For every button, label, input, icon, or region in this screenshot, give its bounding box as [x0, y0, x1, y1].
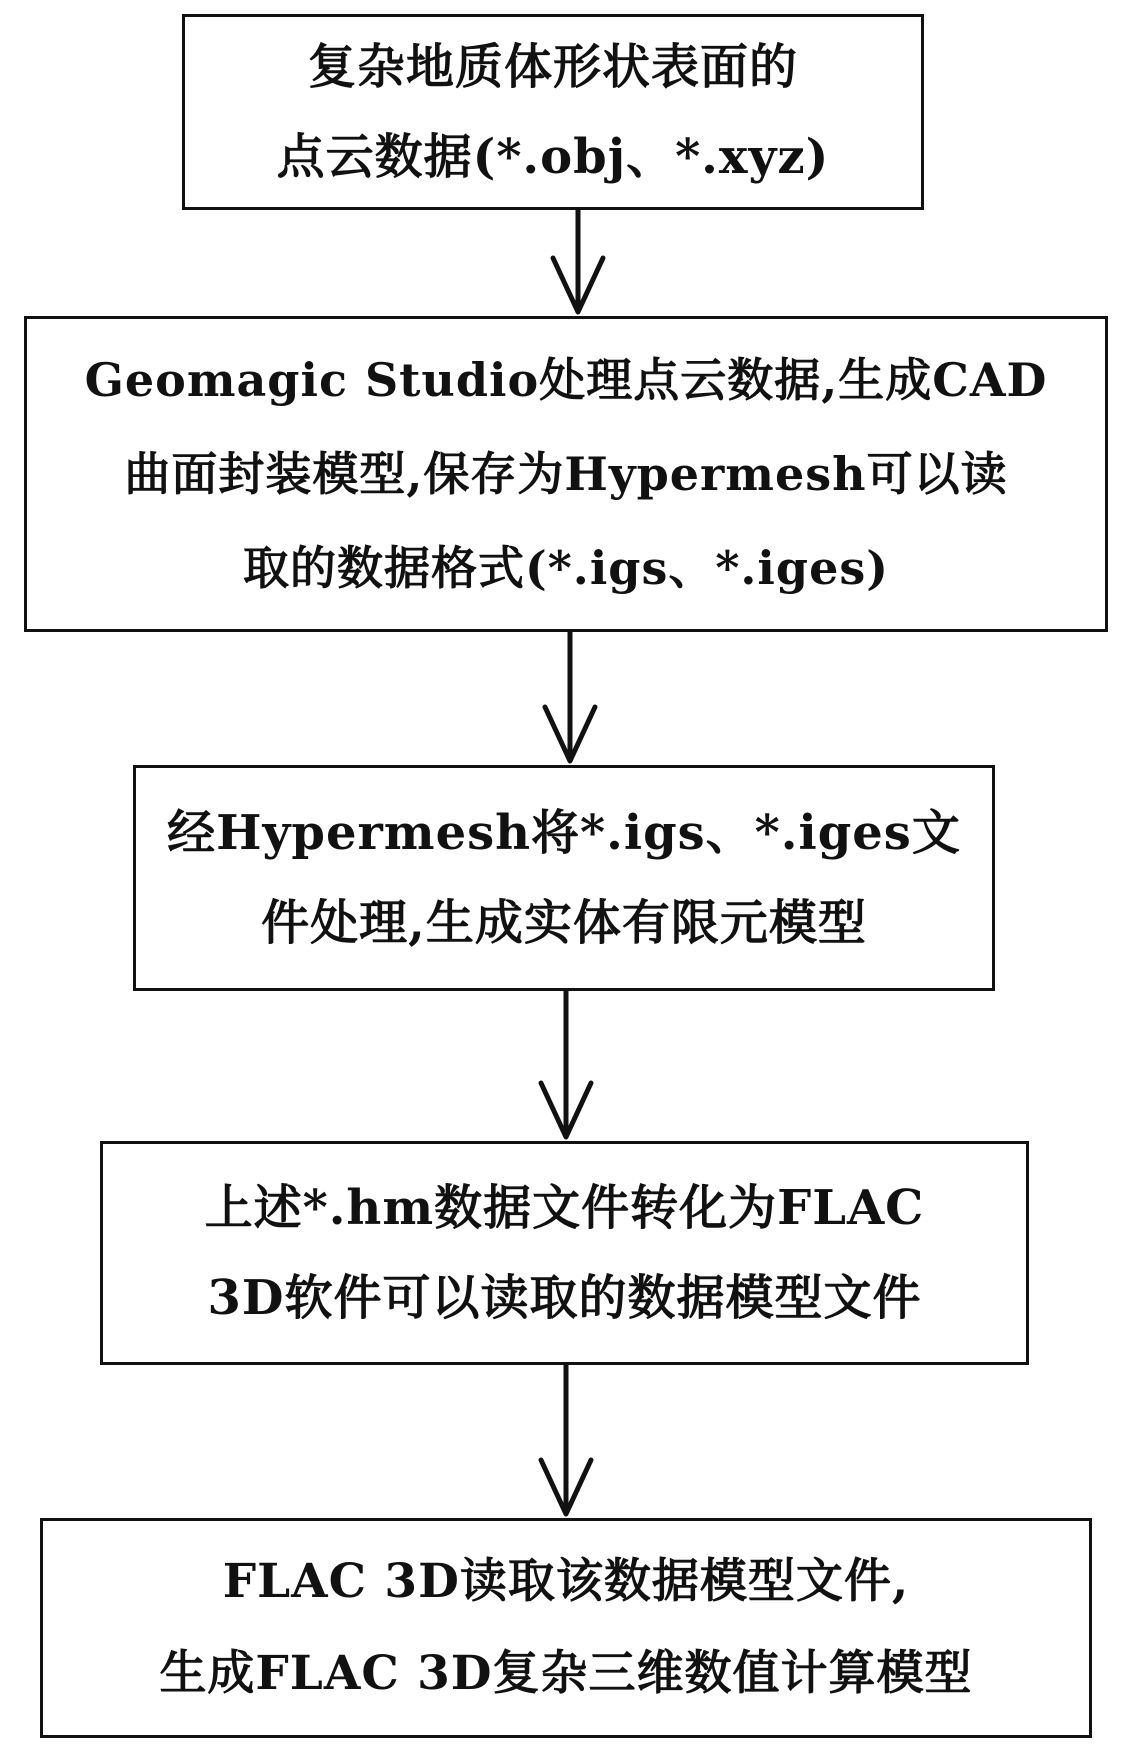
step-4-box — [100, 1141, 1029, 1365]
step-4-line-2: 3D软件可以读取的数据模型文件 — [207, 1270, 922, 1326]
step-1-line-1: 复杂地质体形状表面的 — [307, 39, 798, 95]
arrow-down-4 — [541, 1365, 591, 1514]
step-4-line-1: 上述*.hm数据文件转化为FLAC — [204, 1180, 925, 1236]
step-1-box — [182, 14, 924, 210]
step-3-line-2: 件处理,生成实体有限元模型 — [261, 895, 867, 951]
step-5-line-1: FLAC 3D读取该数据模型文件, — [222, 1554, 910, 1609]
arrow-down-3 — [541, 991, 591, 1137]
step-2-line-2: 曲面封装模型,保存为Hypermesh可以读 — [124, 447, 1008, 501]
step-3-line-1: 经Hypermesh将*.igs、*.iges文 — [167, 805, 961, 861]
step-3-box — [133, 765, 995, 991]
step-2-line-3: 取的数据格式(*.igs、*.iges) — [242, 541, 889, 595]
step-5-line-2: 生成FLAC 3D复杂三维数值计算模型 — [159, 1646, 973, 1701]
step-5-box — [40, 1518, 1092, 1738]
step-2-box — [24, 316, 1108, 632]
arrow-down-1 — [553, 210, 603, 312]
step-2-line-1: Geomagic Studio处理点云数据,生成CAD — [84, 353, 1048, 407]
arrow-down-2 — [545, 632, 595, 761]
step-1-line-2: 点云数据(*.obj、*.xyz) — [276, 129, 830, 185]
